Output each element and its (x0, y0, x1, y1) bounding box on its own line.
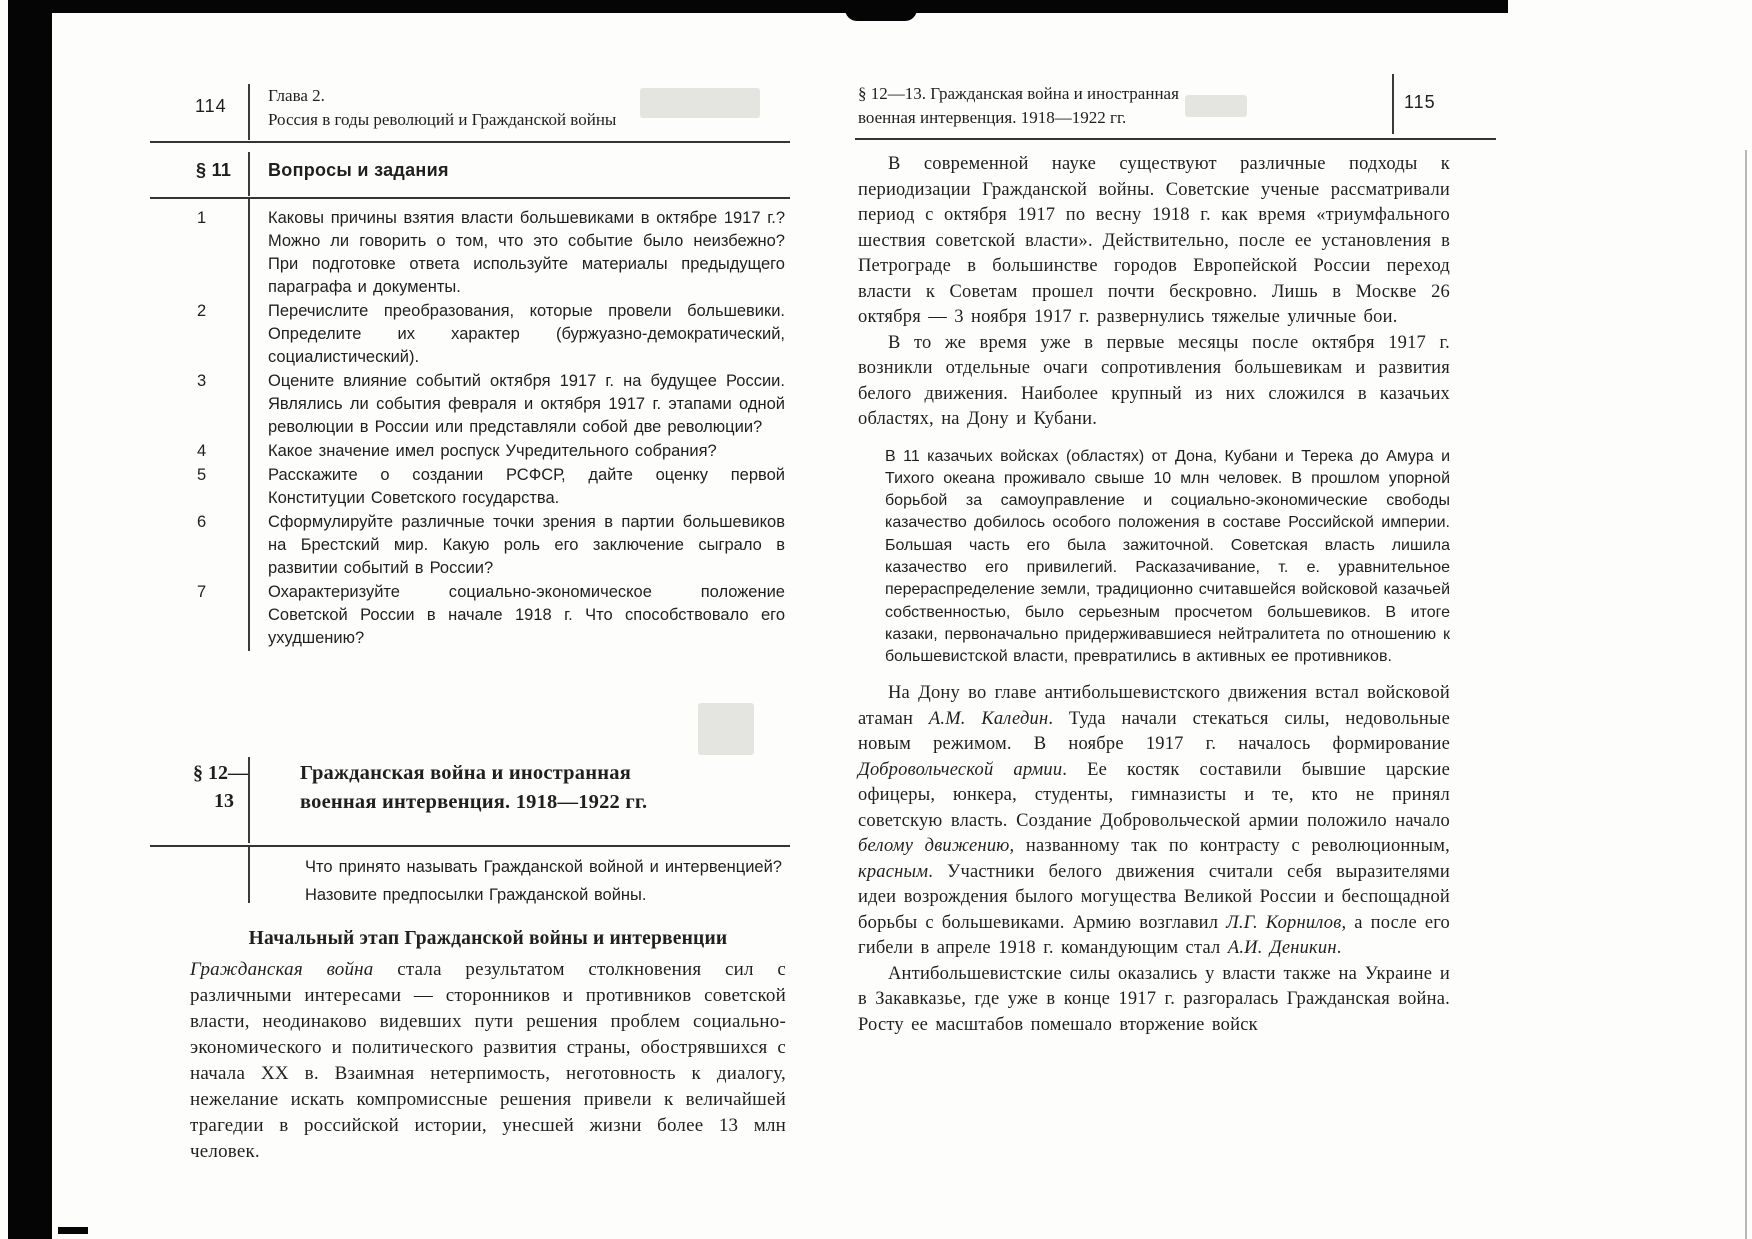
question-item (197, 370, 785, 439)
paragraph-resistance: В то же время уже в первые месяцы после октября 1917 г. возникли отдельные очаги сопротивления большевикам и развития белого движения. Наиболее крупный из них сложился в казачьих областях, на Дону и Кубани. (858, 332, 1450, 429)
paragraph-don-kaledin: На Дону во главе антибольшевистского движения встал войсковой атаман А.М. Каледин. Туда начали стекаться силы, недовольные новым режимом. В ноябре 1917 г. началось формирование Добровольческой армии. Ее костяк составили бывшие царские офицеры, юнкера, студенты, гимназисты и те, кто не принял советскую власть. Создание Добровольческой армии положило начало белому движению, названному так по контрасту с революционным, красным. Участники белого движения считали себя выразителями идеи возрождения былого могущества Великой России и беспощадной борьбы с большевиками. Армию возглавил Л.Г. Корнилов, а после его гибели в апреле 1918 г. командующим стал А.И. Деникин. (858, 683, 1451, 959)
section-12-13-title-line1: Гражданская война и иностранная (300, 762, 631, 784)
right-header-rule (855, 138, 1496, 140)
subheading: Начальный этап Гражданской войны и интервенции (248, 928, 728, 949)
left-running-head-line1: Глава 2. (268, 86, 325, 105)
right-page-body (858, 152, 1450, 1038)
question-number: 2 (197, 302, 207, 320)
left-page-number: 114 (195, 96, 227, 116)
section-12-13-rule (150, 845, 790, 847)
scan-left-edge (8, 0, 52, 1239)
scan-smudge-1 (640, 88, 760, 118)
question-item (197, 300, 785, 369)
inset-cossacks: В 11 казачьих войсках (областях) от Дона, Кубани и Терека до Амура и Тихого океана проживало свыше 10 млн человек. В прошлом упорной борьбой за самоуправление и социально-экономические свободы казачество добилось особого положения в составе Российской империи. Большая часть его была зажиточной. Советская власть лишила казачество его привилегий. Расказачивание, т. е. уравнительное перераспределение земли, традиционно считавшейся войсковой казачьей собственностью, было серьезным просчетом большевиков. В итоге казаки, первоначально придерживавшиеся нейтралитета по отношению к большевистской власти, превратились в активных ее противников. (885, 447, 1450, 666)
right-running-head-line1: § 12—13. Гражданская война и иностранная (858, 84, 1179, 103)
questions-title: Вопросы и задания (268, 160, 449, 180)
right-running-head-line2: военная интервенция. 1918—1922 гг. (858, 108, 1127, 127)
questions-header-rule (150, 197, 790, 199)
question-number: 1 (197, 209, 207, 227)
questions-header-divider (248, 152, 250, 196)
section-11-label: § 11 (196, 160, 232, 180)
question-number: 4 (197, 442, 207, 460)
question-text: Каковы причины взятия власти большевиками в октябре 1917 г.? Можно ли говорить о том, что это событие было неизбежно? При подготовке ответа используйте материалы предыдущего параграфа и документы. (268, 209, 785, 296)
question-item (197, 440, 785, 463)
question-text: Расскажите о создании РСФСР, дайте оценку первой Конституции Советского государства. (268, 466, 785, 507)
scan-top-blob (845, 0, 917, 21)
questions-list (197, 207, 785, 651)
lead-questions: Что принято называть Гражданской войной и интервенцией? Назовите предпосылки Гражданской войны. (305, 858, 782, 904)
scan-top-edge (8, 0, 1508, 13)
scan-smudge-2 (1185, 95, 1247, 117)
question-text: Сформулируйте различные точки зрения в партии большевиков на Брестский мир. Какую роль его заключение сыграло в развитии событий в России? (268, 513, 785, 577)
left-header-rule (150, 141, 790, 143)
lead-questions-divider (248, 847, 250, 903)
question-text: Какое значение имел роспуск Учредительного собрания? (268, 442, 717, 460)
question-item (197, 581, 785, 650)
question-text: Охарактеризуйте социально-экономическое положение Советской России в начале 1918 г. Что способствовало его ухудшению? (268, 583, 785, 647)
question-number: 7 (197, 583, 207, 601)
scan-mark-1 (30, 1086, 37, 1102)
scan-smudge-3 (698, 703, 754, 755)
question-number: 5 (197, 466, 207, 484)
question-text: Оцените влияние событий октября 1917 г. на будущее России. Являлись ли события февраля и октября 1917 г. этапами одной революции в России или представляли собой две революции? (268, 372, 785, 436)
scan-mark-3 (58, 1227, 88, 1234)
question-item (197, 511, 785, 580)
section-12-13-title-line2: военная интервенция. 1918—1922 гг. (300, 791, 648, 813)
scan-mark-2 (24, 1148, 30, 1182)
paragraph-periodization: В современной науке существуют различные подходы к периодизации Гражданской войны. Советские ученые рассматривали период с октября 1917 по весну 1918 г. как время «триумфального шествия советской власти». Действительно, после ее установления в Петрограде в большинстве городов Европейской России переход власти к Советам прошел почти бескровно. Лишь в Москве 26 октября — 3 ноября 1917 г. развернулись тяжелые уличные бои. (858, 154, 1450, 327)
section-12-13-label-line2: 13 (214, 790, 234, 812)
right-page-number: 115 (1404, 92, 1436, 112)
question-text: Перечислите преобразования, которые провели большевики. Определите их характер (буржуазно-демократический, социалистический). (268, 302, 785, 366)
left-running-head-line2: Россия в годы революций и Гражданской войны (268, 110, 617, 129)
question-number: 6 (197, 513, 207, 531)
question-item (197, 207, 785, 299)
scan-right-edge-line (1745, 150, 1747, 1239)
question-item (197, 464, 785, 510)
section-12-13-divider (248, 757, 250, 843)
left-header-divider (248, 84, 250, 140)
right-header-divider (1392, 74, 1394, 134)
question-number: 3 (197, 372, 207, 390)
section-12-13-label-line1: § 12— (193, 762, 248, 784)
paragraph-ukraine: Антибольшевистские силы оказались у власти также на Украине и в Закавказье, где уже в конце 1917 г. разгоралась Гражданская война. Росту ее масштабов помешало вторжение войск (858, 963, 1450, 1035)
left-body-paragraph: Гражданская война стала результатом столкновения сил с различными интересами — сторонников и противников советской власти, неодинаково видевших пути решения проблем социально-экономического и политического развития страны, обострявшихся с начала XX в. Взаимная нетерпимость, неготовность к диалогу, нежелание искать компромиссные решения привели к величайшей трагедии в российской истории, унесшей жизни более 13 млн человек. (190, 959, 787, 1162)
